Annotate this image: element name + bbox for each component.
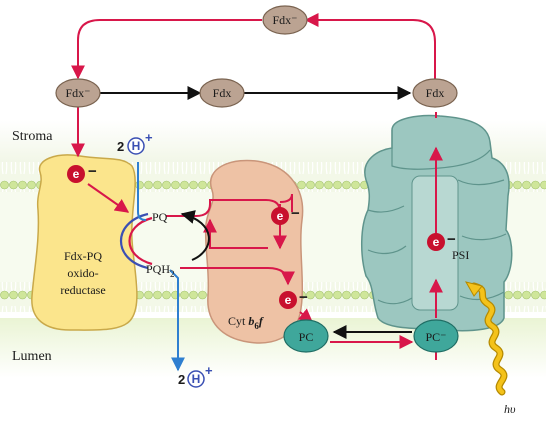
svg-text:e: e bbox=[72, 167, 80, 181]
svg-text:e: e bbox=[432, 235, 440, 249]
cyt-b6f-label: Cyt $b_6f$ bbox=[228, 314, 263, 331]
svg-text:e: e bbox=[276, 209, 284, 223]
pq-label: PQ bbox=[152, 210, 168, 224]
svg-text:+: + bbox=[145, 130, 153, 145]
svg-text:2: 2 bbox=[178, 372, 186, 387]
fdx-pq-label-line1: Fdx-PQ bbox=[63, 249, 103, 263]
svg-text:−: − bbox=[299, 289, 308, 306]
svg-text:2: 2 bbox=[117, 139, 125, 154]
pqh2-label: $PQH_2$ bbox=[146, 262, 175, 279]
svg-text:−: − bbox=[291, 205, 300, 222]
psi-label: PSI bbox=[452, 248, 470, 262]
svg-text:−: − bbox=[447, 231, 456, 248]
fdx-right-label: Fdx bbox=[425, 86, 445, 100]
fdx-top-label: Fdx⁻ bbox=[272, 13, 298, 27]
pc-right-label: PC⁻ bbox=[425, 330, 447, 344]
fdx-middle-label: Fdx bbox=[212, 86, 232, 100]
svg-text:H: H bbox=[191, 372, 201, 386]
fdx-left-label: Fdx⁻ bbox=[65, 86, 91, 100]
pc-left-label: PC bbox=[298, 330, 314, 344]
svg-text:−: − bbox=[88, 163, 97, 180]
stroma-label: Stroma bbox=[12, 129, 53, 144]
fdx-pq-label-line3: reductase bbox=[60, 283, 106, 297]
fdx-pq-label-line2: oxido- bbox=[67, 266, 99, 280]
svg-text:H: H bbox=[131, 139, 141, 153]
lumen-label: Lumen bbox=[12, 349, 52, 364]
light-label: hυ bbox=[504, 402, 516, 416]
svg-text:e: e bbox=[284, 293, 292, 307]
svg-text:+: + bbox=[205, 363, 213, 378]
